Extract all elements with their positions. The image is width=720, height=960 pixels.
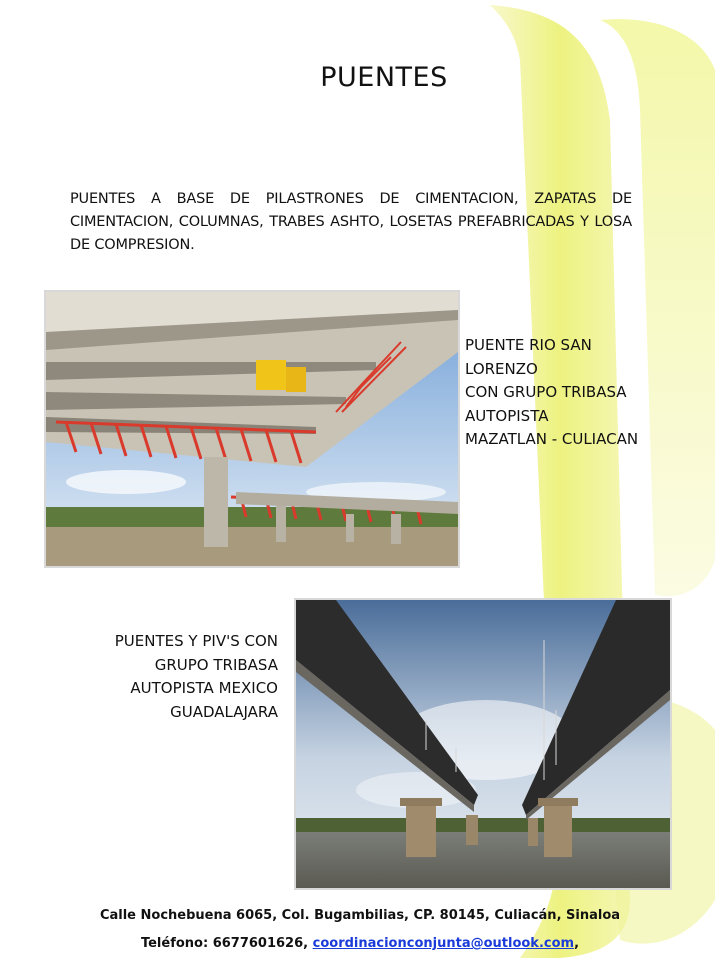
page-title: PUENTES <box>320 62 448 93</box>
caption-line: MAZATLAN - CULIACAN <box>465 430 639 448</box>
caption-line: PUENTE RIO SAN <box>465 336 592 354</box>
caption-line: AUTOPISTA <box>465 406 549 425</box>
caption-line: CON GRUPO TRIBASA <box>465 383 627 401</box>
twin-bridges-photo <box>296 600 670 888</box>
caption-line: GUADALAJARA <box>170 702 278 721</box>
bridge-construction-photo <box>46 292 458 566</box>
caption-line: AUTOPISTA MEXICO <box>130 679 278 697</box>
caption-line: GRUPO TRIBASA <box>154 655 278 674</box>
caption-line: LORENZO <box>465 359 538 378</box>
intro-paragraph: PUENTES A BASE DE PILASTRONES DE CIMENTACION, ZAPATAS DE CIMENTACION, COLUMNAS, TRABES ASHTO, LOSETAS PREFABRICADAS Y LOSA DE COMPRESION. <box>70 191 632 253</box>
footer-phone: Teléfono: 6677601626, <box>140 936 309 951</box>
footer-email-link[interactable]: coordinacionconjunta@outlook.com <box>312 936 575 951</box>
project-caption-mexico-guadalajara <box>80 630 278 724</box>
footer-contact <box>0 936 720 951</box>
caption-line: PUENTES Y PIV'S CON <box>114 632 278 650</box>
footer-address: Calle Nochebuena 6065, Col. Bugambilias, CP. 80145, Culiacán, Sinaloa <box>99 908 621 923</box>
footer-trailing-comma: , <box>574 936 580 951</box>
project-caption-rio-san-lorenzo <box>465 334 665 452</box>
